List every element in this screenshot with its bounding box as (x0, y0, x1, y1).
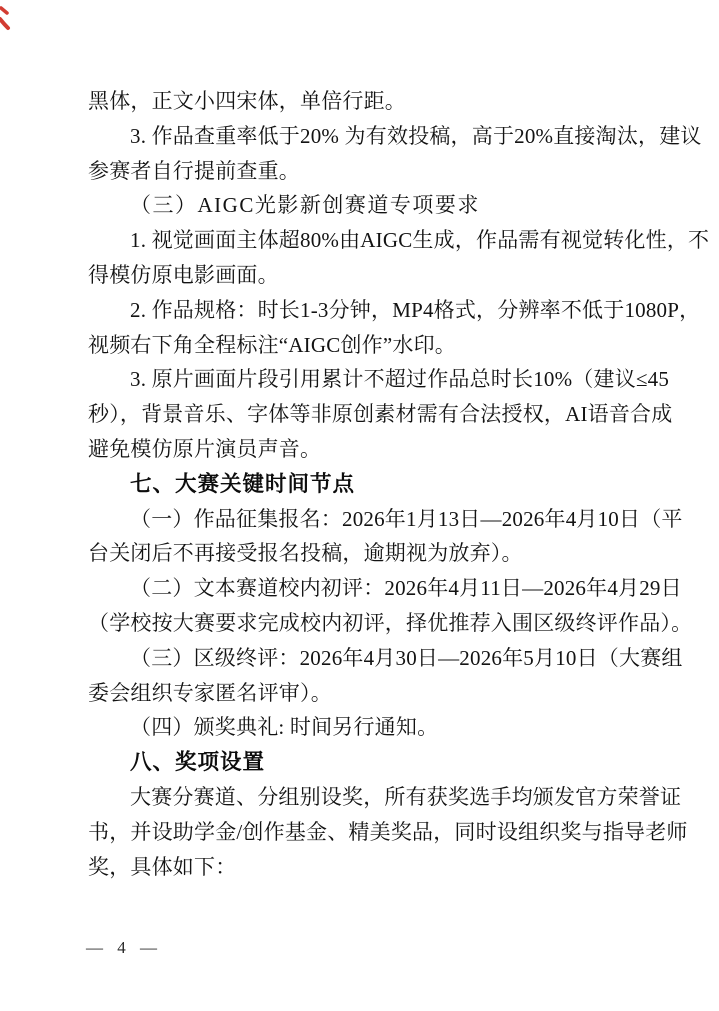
text-line: （二）文本赛道校内初评：2026年4月11日—2026年4月29日 (130, 576, 682, 601)
text-line: 秒），背景音乐、字体等非原创素材需有合法授权，AI语音合成 (88, 402, 673, 427)
text-line: 奖，具体如下： (88, 854, 237, 879)
text-line: 避免模仿原片演员声音。 (88, 436, 322, 461)
text-line: 黑体，正文小四宋体，单倍行距。 (88, 89, 406, 113)
text-line: 3. 原片画面片段引用累计不超过作品总时长10%（建议≤45 (130, 367, 670, 392)
text-line: 书，并设助学金/创作基金、精美奖品，同时设组织奖与指导老师 (88, 819, 688, 844)
document-body (88, 84, 710, 884)
text-line: 3. 作品查重率低于20% 为有效投稿，高于20%直接淘汰，建议 (130, 123, 702, 148)
text-line: （三）区级终评：2026年4月30日—2026年5月10日（大赛组 (130, 645, 683, 670)
text-line: 1. 视觉画面主体超80%由AIGC生成，作品需有视觉转化性，不 (130, 228, 710, 253)
text-line: （三）AIGC光影新创赛道专项要求 (130, 193, 480, 218)
text-line: 视频右下角全程标注“AIGC创作”水印。 (88, 332, 456, 357)
text-line: （四）颁奖典礼: 时间另行通知。 (130, 715, 439, 740)
text-line: 参赛者自行提前查重。 (88, 158, 300, 183)
section-heading: 七、大赛关键时间节点 (130, 471, 356, 496)
text-line: （学校按大赛要求完成校内初评，择优推荐入围区级终评作品）。 (88, 610, 693, 635)
text-line: 台关闭后不再接受报名投稿，逾期视为放弃）。 (88, 541, 523, 566)
page-number: — 4 — (86, 938, 162, 957)
text-line: （一）作品征集报名：2026年1月13日—2026年4月10日（平 (130, 506, 683, 531)
text-line: 委会组织专家匿名评审）。 (88, 680, 332, 705)
text-line: 得模仿原电影画面。 (88, 262, 279, 287)
text-line: 2. 作品规格：时长1-3分钟，MP4格式，分辨率不低于1080P， (130, 297, 701, 322)
section-heading: 八、奖项设置 (130, 750, 266, 775)
text-line: 大赛分赛道、分组别设奖，所有获奖选手均颁发官方荣誉证 (130, 784, 682, 809)
red-ink-mark (0, 2, 46, 36)
